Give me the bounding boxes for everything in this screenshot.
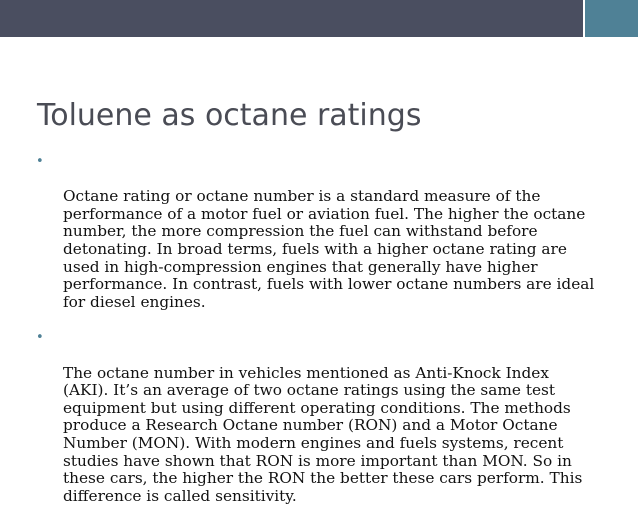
bullet-item [36, 153, 596, 311]
header-accent-block [585, 0, 638, 37]
bullet-marker-icon: • [36, 154, 44, 169]
bullet-item [36, 329, 596, 505]
slide-title: Toluene as octane ratings [37, 98, 422, 133]
bullet-marker-icon: • [36, 330, 44, 346]
bullet-text: Octane rating or octane number is a standard measure of the performance of a motor fuel or aviation fuel. The higher the octane number, the more compression the fuel can withstand before detonating. In broad terms, fuels with a higher octane rating are used in high-compression engines that generally have higher performance. In contrast, fuels with lower octane numbers are ideal for diesel engines. [63, 187, 595, 311]
bullet-list [36, 153, 596, 523]
header-bar [0, 0, 583, 37]
bullet-text: The octane number in vehicles mentioned as Anti-Knock Index (AKI). It’s an average of two octane ratings using the same test equipment but using different operating conditions. The methods produce a Research Octane number (RON) and a Motor Octane Number (MON). With modern engines and fuels systems, recent studies have shown that RON is more important than MON. So in these cars, the higher the RON the better these cars perform. This difference is called sensitivity. [63, 363, 583, 505]
